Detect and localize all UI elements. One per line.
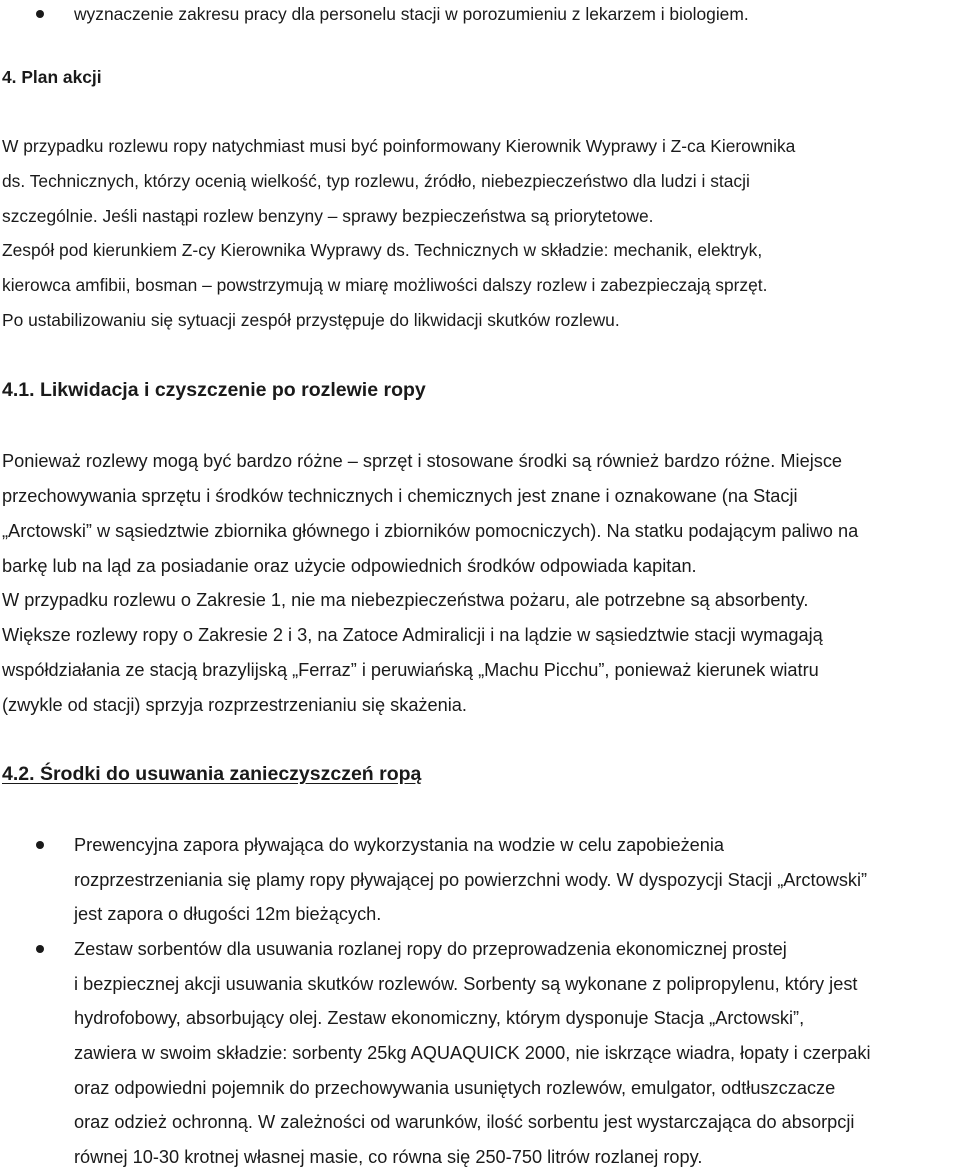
bullet-2-line-5: oraz odpowiedni pojemnik do przechowywania usuniętych rozlewów, emulgator, odtłuszczacze — [74, 1078, 836, 1098]
bullet-marker — [36, 10, 44, 18]
bullet-marker — [36, 841, 44, 849]
section-4-line-4: Zespół pod kierunkiem Z-cy Kierownika Wyprawy ds. Technicznych w składzie: mechanik, elektryk, — [2, 240, 763, 260]
section-4-1-line-8: (zwykle od stacji) sprzyja rozprzestrzenianiu się skażenia. — [2, 695, 467, 715]
bullet-marker — [36, 945, 44, 953]
section-4-line-1: W przypadku rozlewu ropy natychmiast musi być poinformowany Kierownik Wyprawy i Z-ca Kierownika — [2, 136, 796, 156]
section-4-line-6: Po ustabilizowaniu się sytuacji zespół przystępuje do likwidacji skutków rozlewu. — [2, 310, 620, 330]
bullet-2-line-1: Zestaw sorbentów dla usuwania rozlanej ropy do przeprowadzenia ekonomicznej prostej — [74, 939, 787, 959]
section-4-1-line-6: Większe rozlewy ropy o Zakresie 2 i 3, na Zatoce Admiralicji i na lądzie w sąsiedztwie stacji wymagają — [2, 625, 823, 645]
section-4-2-heading: 4.2. Środki do usuwania zanieczyszczeń ropą — [2, 763, 422, 785]
section-4-1-line-7: współdziałania ze stacją brazylijską „Ferraz” i peruwiańską „Machu Picchu”, ponieważ kierunek wiatru — [2, 660, 819, 680]
section-4-1-line-4: barkę lub na ląd za posiadanie oraz użycie odpowiednich środków odpowiada kapitan. — [2, 556, 697, 576]
bullet-2-line-3: hydrofobowy, absorbujący olej. Zestaw ekonomiczny, którym dysponuje Stacja „Arctowski”, — [74, 1008, 805, 1028]
bullet-2-line-4: zawiera w swoim składzie: sorbenty 25kg AQUAQUICK 2000, nie iskrzące wiadra, łopaty i czerpaki — [74, 1043, 871, 1063]
section-4-1-line-3: „Arctowski” w sąsiedztwie zbiornika głównego i zbiorników pomocniczych). Na statku podającym paliwo na — [2, 521, 859, 541]
section-4-1-line-2: przechowywania sprzętu i środków technicznych i chemicznych jest znane i oznakowane (na Stacji — [2, 486, 798, 506]
bullet-1-line-2: rozprzestrzeniania się plamy ropy pływającej po powierzchni wody. W dyspozycji Stacji „Arctowski” — [74, 870, 868, 890]
bullet-1-line-1: Prewencyjna zapora pływająca do wykorzystania na wodzie w celu zapobieżenia — [74, 835, 725, 855]
section-4-1-line-5: W przypadku rozlewu o Zakresie 1, nie ma niebezpieczeństwa pożaru, ale potrzebne są absorbenty. — [2, 590, 809, 610]
section-4-heading: 4. Plan akcji — [2, 67, 102, 87]
section-4-line-2: ds. Technicznych, którzy ocenią wielkość, typ rozlewu, źródło, niebezpieczeństwo dla ludzi i stacji — [2, 171, 750, 191]
top-bullet-line-1: wyznaczenie zakresu pracy dla personelu stacji w porozumieniu z lekarzem i biologiem. — [74, 4, 749, 24]
bullet-2-line-2: i bezpiecznej akcji usuwania skutków rozlewów. Sorbenty są wykonane z polipropylenu, który jest — [74, 974, 858, 994]
section-4-1-heading: 4.1. Likwidacja i czyszczenie po rozlewie ropy — [2, 379, 426, 401]
section-4-line-3: szczególnie. Jeśli nastąpi rozlew benzyny – sprawy bezpieczeństwa są priorytetowe. — [2, 206, 654, 226]
bullet-2-line-6: oraz odzież ochronną. W zależności od warunków, ilość sorbentu jest wystarczająca do absorpcji — [74, 1112, 855, 1132]
bullet-2-line-7: równej 10-30 krotnej własnej masie, co równa się 250-750 litrów rozlanej ropy. — [74, 1147, 703, 1167]
section-4-line-5: kierowca amfibii, bosman – powstrzymują w miarę możliwości dalszy rozlew i zabezpieczają sprzęt. — [2, 275, 768, 295]
bullet-1-line-3: jest zapora o długości 12m bieżących. — [74, 904, 382, 924]
section-4-1-line-1: Ponieważ rozlewy mogą być bardzo różne – sprzęt i stosowane środki są również bardzo różne. Miejsce — [2, 451, 843, 471]
